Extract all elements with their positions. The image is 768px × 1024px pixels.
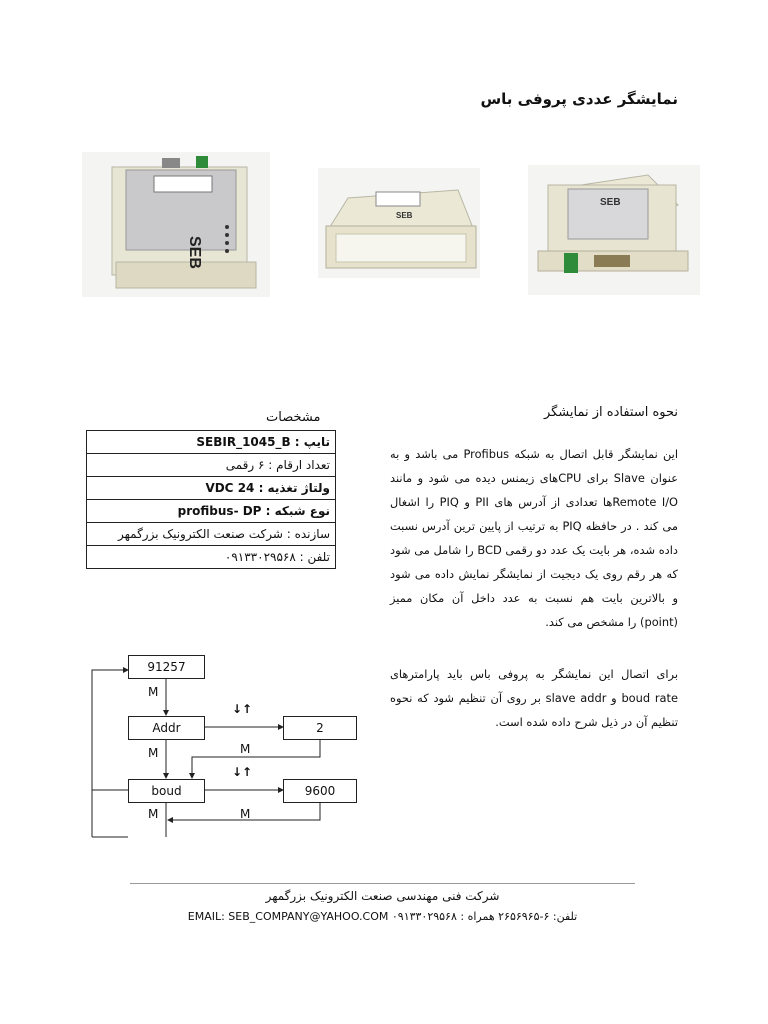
usage-paragraph-2: برای اتصال این نمایشگر به پروفی باس باید پارامترهای boud rate و slave addr بر روی آن تنظیم شود که نحوه تنظیم آن در ذیل شرح داده شده است. — [390, 667, 679, 729]
spec-manufacturer: سازنده : شرکت صنعت الکترونیک بزرگمهر — [87, 523, 336, 546]
up-down-arrows-icon: ↓↑ — [232, 765, 253, 779]
display-value-box: 91257 — [128, 655, 205, 679]
svg-text:SEB: SEB — [396, 211, 413, 220]
spec-phone: تلفن : ۰۹۱۳۳۰۲۹۵۶۸ — [87, 546, 336, 569]
boud-value-box: 9600 — [283, 779, 357, 803]
page-title: نمایشگر عددی پروفی باس — [480, 90, 678, 108]
table-row — [87, 500, 336, 523]
device-photo-front — [82, 152, 270, 297]
m-key-label: M — [148, 807, 159, 821]
brand-logo: SEB — [186, 236, 203, 269]
footer-divider — [130, 883, 635, 884]
spec-voltage: ولتاژ تغذیه : 24 VDC — [87, 477, 336, 500]
svg-text:SEB: SEB — [600, 197, 621, 208]
m-key-label: M — [148, 746, 159, 760]
table-row — [87, 431, 336, 454]
up-down-arrows-icon: ↓↑ — [232, 702, 253, 716]
table-row — [87, 454, 336, 477]
specs-table — [86, 430, 336, 569]
m-key-label: M — [240, 742, 251, 756]
diagram-lines — [88, 650, 363, 845]
footer-contact: تلفن: ۶-۲۶۵۶۹۶۵ همراه : ۰۹۱۳۳۰۲۹۵۶۸ EMAIL: SEB_COMPANY@YAHOO.COM — [187, 910, 578, 923]
spec-digits: تعداد ارقام : ۶ رقمی — [87, 454, 336, 477]
m-key-label: M — [240, 807, 251, 821]
footer-company: شرکت فنی مهندسی صنعت الکترونیک بزرگمهر — [265, 889, 500, 903]
table-row — [87, 523, 336, 546]
spec-network: نوع شبکه : profibus- DP — [87, 500, 336, 523]
device-photo-angle — [528, 165, 700, 295]
addr-value-box: 2 — [283, 716, 357, 740]
specs-caption: مشخصات — [266, 410, 321, 425]
boud-box: boud — [128, 779, 205, 803]
usage-heading: نحوه استفاده از نمایشگر — [543, 405, 678, 420]
table-row — [87, 546, 336, 569]
usage-paragraph-1: این نمایشگر قابل اتصال به شبکه Profibus می باشد و به عنوان Slave برای CPUهای زیمنس دیده می شود و مانند Remote I/Oها تعدادی از آدرس های PII و PIQ را اشغال می کند . در حافظه PIQ به ترتیب از پایین ترین آدرس نسبت داده شده، هر بایت یک عدد دو رقمی BCD را شامل می شود که هر رقم روی یک دیجیت از نمایشگر نمایش داده می شود و بالاترین بایت هم نسبت به عدد داخل آن مکان ممیز (point) را مشخص می کند. — [390, 447, 678, 629]
table-row — [87, 477, 336, 500]
addr-box: Addr — [128, 716, 205, 740]
m-key-label: M — [148, 685, 159, 699]
spec-type: تایپ : SEBIR_1045_B — [87, 431, 336, 454]
device-photo-bottom — [318, 168, 480, 278]
settings-flow-diagram — [88, 650, 363, 845]
